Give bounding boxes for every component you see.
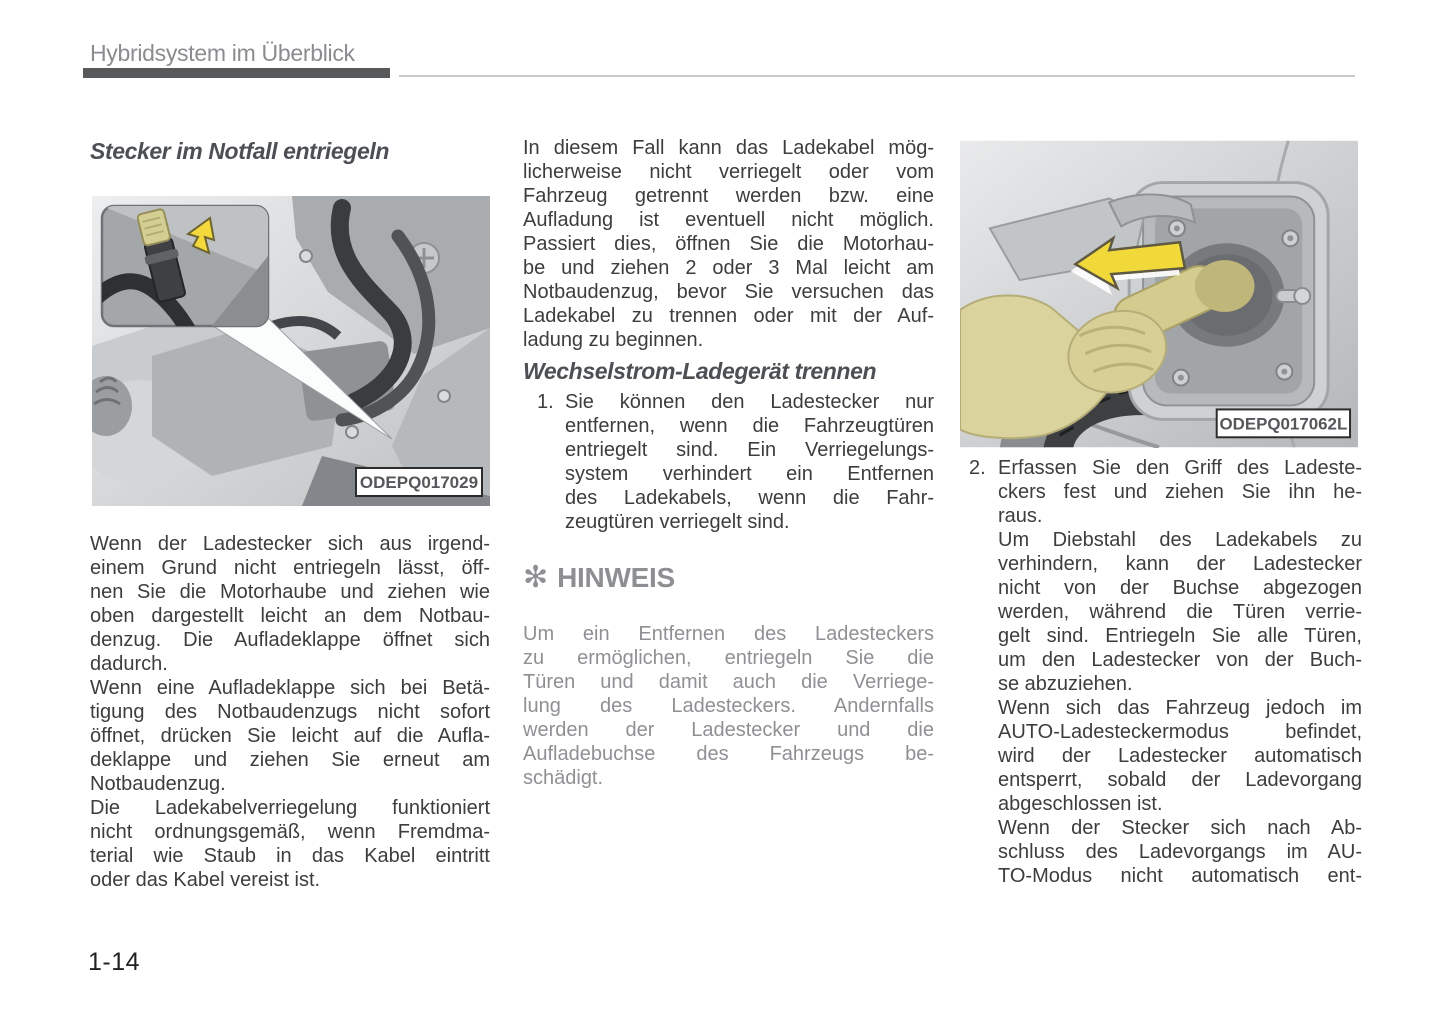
text-line: schädigt. [523,767,604,789]
figure-code-box [356,468,482,496]
text-line: Türen und damit auch die Verriege- [523,671,934,693]
text-line: ckers fest und ziehen Sie ihn he- [998,481,1362,503]
item-1-text [565,390,934,534]
text-line: dadurch. [90,653,168,675]
paragraph [998,816,1362,888]
text-line: Wenn sich das Fahrzeug jedoch im [998,697,1362,719]
text-line: zeugtüren verriegelt sind. [565,511,790,533]
text-line: entfernen, wenn die Fahrzeugtüren [565,415,934,437]
asterisk-icon: ✻ [523,561,549,594]
text-line: verhindern, kann der Ladestecker [998,553,1362,575]
text-line: einem Grund nicht entriegeln lässt, öff- [90,557,490,579]
text-line: um den Ladestecker von der Buch- [998,649,1362,671]
text-line: AUTO-Ladesteckermodus befindet, [998,721,1362,743]
text-line: Wenn eine Aufladeklappe sich bei Betä- [90,677,490,699]
text-line: des Ladekabels, wenn die Fahr- [565,487,934,509]
middle-column-intro [523,136,934,352]
section-heading-stecker: Stecker im Notfall entriegeln [90,138,389,164]
text-line: zu ermöglichen, entriegeln Sie die [523,647,934,669]
header-rule-line [399,75,1355,77]
paragraph [90,532,490,676]
paragraph [998,696,1362,816]
text-line: werden, während die Türen verrie- [998,601,1362,623]
text-line: Notbaudenzug, bevor Sie versuchen das [523,281,934,303]
text-line: nen Sie die Motorhaube und ziehen wie [90,581,490,603]
text-line: Fahrzeug getrennt werden bzw. eine [523,185,934,207]
text-line: In diesem Fall kann das Ladekabel mög- [523,137,934,159]
chapter-title-bar [83,68,390,78]
text-line: tigung des Notbaudenzugs nicht sofort [90,701,490,723]
paragraph [998,528,1362,696]
text-line: system verhindert ein Entfernen [565,463,934,485]
text-line: Sie können den Ladestecker nur [565,391,934,413]
notice-body [523,622,934,790]
text-line: Erfassen Sie den Griff des Ladeste- [998,457,1362,479]
figure-code: ODEPQ017062L [1219,414,1348,434]
paragraph [90,796,490,892]
text-line: öffnet, drücken Sie leicht auf die Aufla- [90,725,490,747]
chapter-title: Hybridsystem im Überblick [90,40,355,66]
charging-port-illustration [960,140,1358,448]
text-line: Passiert dies, öffnen Sie die Motorhau- [523,233,934,255]
text-line: Ladekabel zu trennen oder mit der Auf- [523,305,934,327]
figure-code: ODEPQ017029 [359,473,479,492]
text-line: Wenn der Ladestecker sich aus irgend- [90,533,490,555]
item-number: 1. [537,391,554,413]
text-line: terial wie Staub in das Kabel eintritt [90,845,490,867]
text-line: schluss des Ladevorgangs im AU- [998,841,1362,863]
text-line: raus. [998,505,1043,527]
text-line: werden der Ladestecker und die [523,719,934,741]
page-number: 1-14 [88,948,141,976]
paragraph [565,390,934,534]
text-line: gelt sind. Entriegeln Sie alle Türen, [998,625,1362,647]
figure-charging-port [960,140,1358,448]
notice-title: HINWEIS [557,562,675,593]
text-line: Wenn der Stecker sich nach Ab- [998,817,1362,839]
text-line: nicht ordnungsgemäß, wenn Fremdma- [90,821,490,843]
text-line: lung des Ladesteckers. Andernfalls [523,695,934,717]
paragraph [523,136,934,352]
engine-bay-illustration [92,196,490,506]
paragraph [90,676,490,796]
text-line: Notbaudenzug. [90,773,226,795]
left-column-text [90,532,490,892]
text-line: be und ziehen 2 oder 3 Mal leicht am [523,257,934,279]
section-heading-wechselstrom: Wechselstrom-Ladegerät trennen [523,358,877,384]
paragraph [998,456,1362,528]
text-line: ladung zu beginnen. [523,329,704,351]
text-line: Um ein Entfernen des Ladesteckers [523,623,934,645]
text-line: deklappe und ziehen Sie erneut am [90,749,490,771]
text-line: Um Diebstahl des Ladekabels zu [998,529,1362,551]
notice-heading [523,562,675,594]
figure-engine-bay [92,196,490,506]
text-line: Aufladebuchse des Fahrzeugs be- [523,743,934,765]
text-line: oder das Kabel vereist ist. [90,869,321,891]
text-line: se abzuziehen. [998,673,1133,695]
item-2-text [998,456,1362,888]
numbered-item-1 [523,390,934,534]
text-line: entsperrt, sobald der Ladevorgang [998,769,1362,791]
text-line: oben dargestellt leicht an dem Notbau- [90,605,490,627]
figure-code-box [1217,409,1350,437]
item-number: 2. [969,457,986,479]
text-line: denzug. Die Aufladeklappe öffnet sich [90,629,490,651]
text-line: licherweise nicht verriegelt oder vom [523,161,934,183]
text-line: abgeschlossen ist. [998,793,1163,815]
numbered-item-2 [958,456,1362,888]
text-line: entriegelt sind. Ein Verriegelungs- [565,439,934,461]
text-line: TO-Modus nicht automatisch ent- [998,865,1362,887]
text-line: nicht von der Buchse abgezogen [998,577,1362,599]
text-line: Aufladung ist eventuell nicht möglich. [523,209,934,231]
paragraph [523,622,934,790]
text-line: wird der Ladestecker automatisch [998,745,1362,767]
text-line: Die Ladekabelverriegelung funktioniert [90,797,490,819]
